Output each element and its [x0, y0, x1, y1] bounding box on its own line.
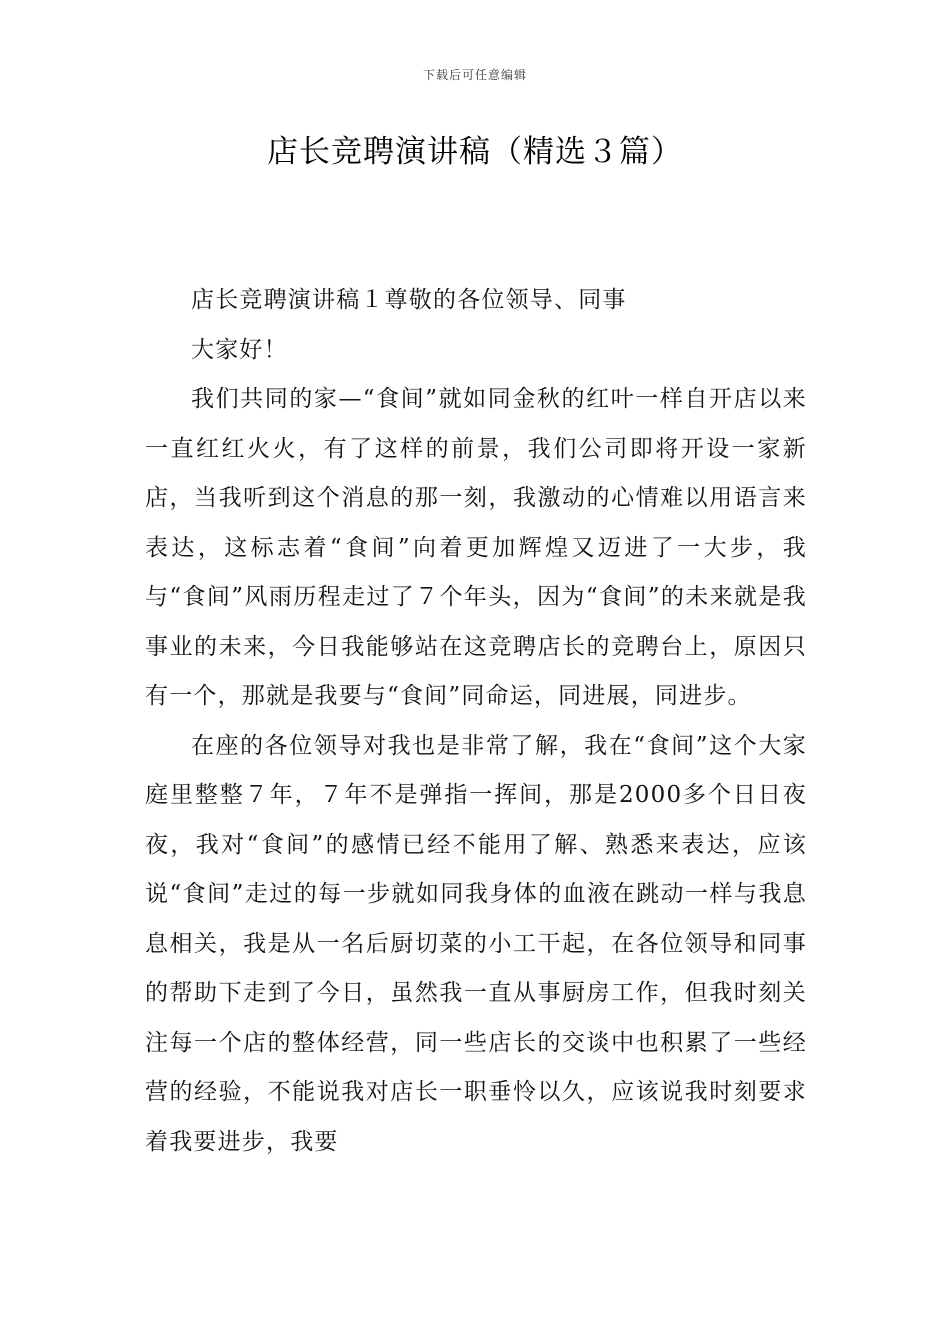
- paragraph-experience: 在座的各位领导对我也是非常了解，我在“食间”这个大家庭里整整７年，７年不是弹指一挥间，那是2000多个日日夜夜，我对“食间”的感情已经不能用了解、熟悉来表达，应该说“食间”走过的每一步就如同我身体的血液在跳动一样与我息息相关，我是从一名后厨切菜的小工干起，在各位领导和同事的帮助下走到了今日，虽然我一直从事厨房工作，但我时刻关注每一个店的整体经营，同一些店长的交谈中也积累了一些经营的经验，不能说我对店长一职垂怜以久，应该说我时刻要求着我要进步，我要: [145, 732, 807, 1155]
- document-title: 店长竞聘演讲稿（精选３篇）: [267, 134, 683, 170]
- header-note: 下载后可任意编辑: [422, 68, 527, 82]
- paragraph-shared-home: 我们共同的家—“食间”就如同金秋的红叶一样自开店以来一直红红火火，有了这样的前景，我们公司即将开设一家新店，当我听到这个消息的那一刻，我激动的心情难以用语言来表达，这标志着“食间”向着更加辉煌又迈进了一大步，我与“食间”风雨历程走过了７个年头，因为“食间”的未来就是我事业的未来，今日我能够站在这竞聘店长的竞聘台上，原因只有一个，那就是我要与“食间”同命运，同进展，同进步。: [145, 386, 807, 709]
- paragraph-greeting-line: 店长竞聘演讲稿１尊敬的各位领导、同事: [191, 287, 627, 313]
- paragraph-hello: 大家好！: [191, 336, 288, 363]
- document-body: [145, 276, 807, 1167]
